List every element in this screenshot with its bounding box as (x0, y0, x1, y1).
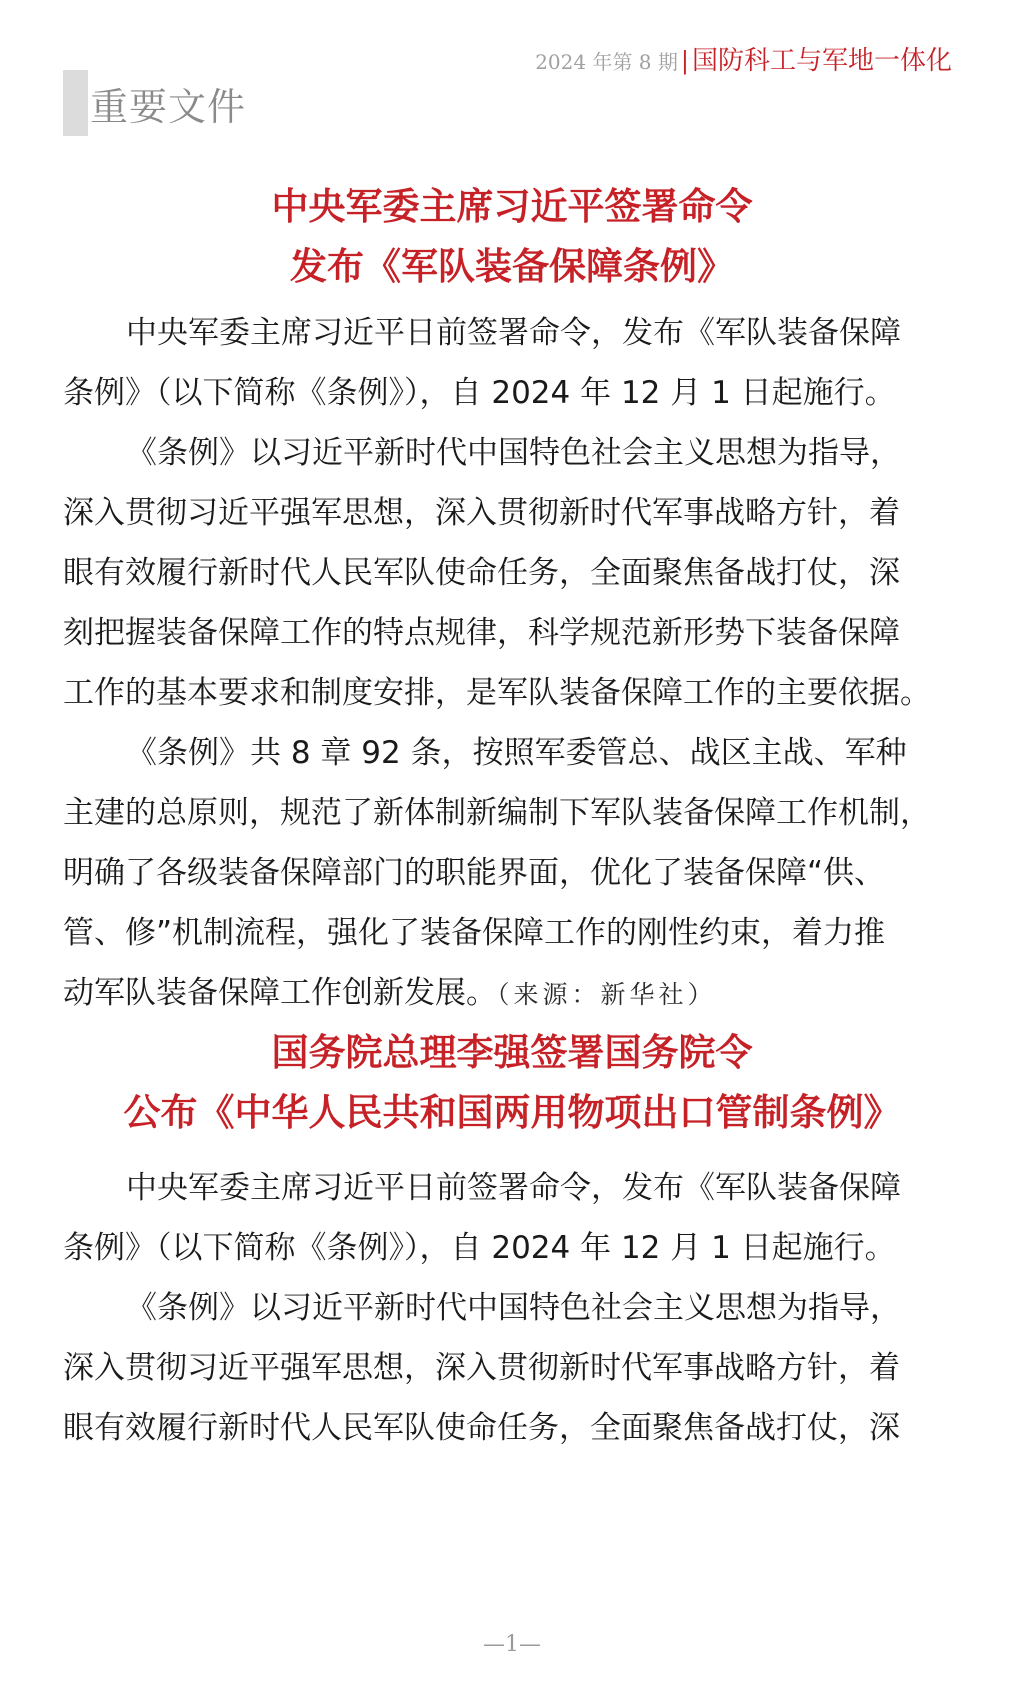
text-line: 中央军委主席习近平日前签署命令，发布《军队装备保障 (126, 1170, 901, 1206)
article1-paragraph-3 (63, 723, 963, 1025)
text-line: 条例》（以下简称《条例》），自 2024 年 12 月 1 日起施行。 (63, 1230, 896, 1266)
article2-title-line: 国务院总理李强签署国务院令 (271, 1031, 753, 1074)
text-line: 明确了各级装备保障部门的职能界面，优化了装备保障“供、 (63, 855, 886, 891)
article1-title-line: 发布《军队装备保障条例》 (290, 245, 734, 288)
text-line: 工作的基本要求和制度安排，是军队装备保障工作的主要依据。 (63, 675, 931, 711)
journal-name: 国防科工与军地一体化 (691, 46, 952, 76)
text-line: 主建的总原则，规范了新体制新编制下军队装备保障工作机制， (63, 795, 931, 831)
article2-paragraph-1 (63, 1158, 963, 1278)
running-header (535, 40, 952, 76)
article2-paragraph-2 (63, 1278, 963, 1458)
page-number: —1— (483, 1632, 541, 1657)
text-line-with-source (63, 963, 963, 1025)
text-line: 深入贯彻习近平强军思想，深入贯彻新时代军事战略方针，着 (63, 1350, 900, 1386)
text-line: 动军队装备保障工作创新发展。 (63, 975, 497, 1011)
text-line: 管、修”机制流程，强化了装备保障工作的刚性约束，着力推 (63, 915, 886, 951)
header-separator: | (680, 47, 689, 75)
article1-title-line: 中央军委主席习近平签署命令 (271, 185, 753, 228)
article1-paragraph-2 (63, 423, 963, 723)
text-line: 刻把握装备保障工作的特点规律，科学规范新形势下装备保障 (63, 615, 900, 651)
text-line: 《条例》共 8 章 92 条，按照军委管总、战区主战、军种 (126, 735, 907, 771)
text-line: 条例》（以下简称《条例》），自 2024 年 12 月 1 日起施行。 (63, 375, 896, 411)
section-tag-label: 重要文件 (90, 84, 247, 129)
article2-title (0, 1023, 1024, 1143)
article1-body (63, 303, 963, 1025)
section-tag-bar (63, 70, 88, 136)
article1-title (0, 177, 1024, 297)
section-tag (63, 70, 246, 136)
article2-title-line: 公布《中华人民共和国两用物项出口管制条例》 (123, 1091, 901, 1134)
text-line: 眼有效履行新时代人民军队使命任务，全面聚焦备战打仗，深 (63, 555, 900, 591)
source-note: （来源：新华社） (497, 980, 717, 1009)
text-line: 眼有效履行新时代人民军队使命任务，全面聚焦备战打仗，深 (63, 1410, 900, 1446)
issue-label: 2024 年第 8 期 (535, 50, 678, 74)
article2-body (63, 1158, 963, 1458)
text-line: 中央军委主席习近平日前签署命令，发布《军队装备保障 (126, 315, 901, 351)
text-line: 《条例》以习近平新时代中国特色社会主义思想为指导， (126, 435, 901, 471)
article1-paragraph-1 (63, 303, 963, 423)
text-line: 深入贯彻习近平强军思想，深入贯彻新时代军事战略方针，着 (63, 495, 900, 531)
text-line: 《条例》以习近平新时代中国特色社会主义思想为指导， (126, 1290, 901, 1326)
